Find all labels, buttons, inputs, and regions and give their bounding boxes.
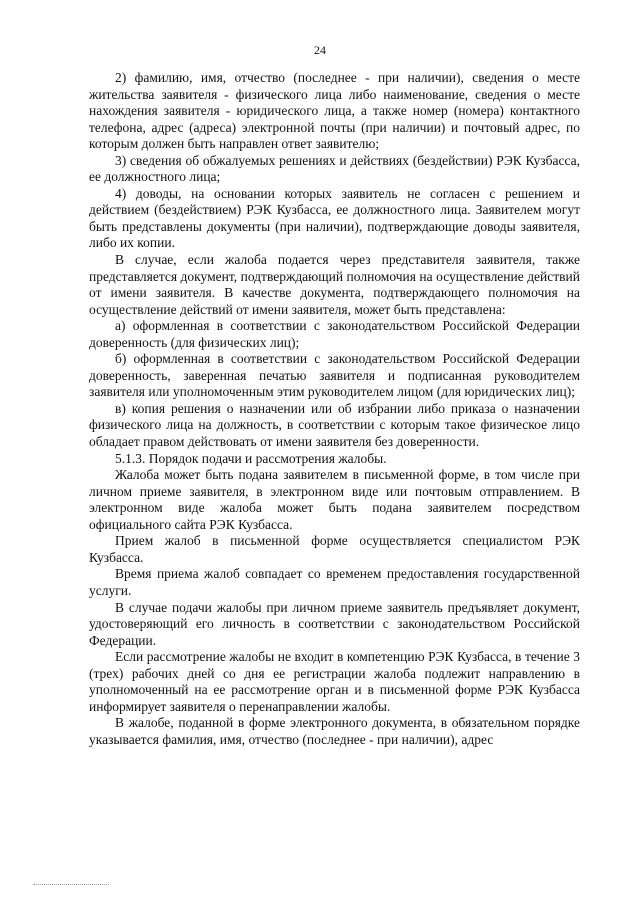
page-number: 24: [314, 43, 326, 57]
paragraph-representative: В случае, если жалоба подается через представителя заявителя, также представляется документ, подтверждающий полномочия на осуществление действий от имени заявителя. В качестве документа, подтверждающего полномочия на осуществление действий от имени заявителя, может быть представлена:: [89, 252, 580, 317]
paragraph-item-v: в) копия решения о назначении или об избрании либо приказа о назначении физического лица на должность, в соответствии с которым такое физическое лицо обладает правом действовать от имени заявителя без доверенности.: [89, 400, 580, 450]
paragraph-appealed-decisions: 3) сведения об обжалуемых решениях и действиях (бездействии) РЭК Кузбасса, ее должностного лица;: [89, 152, 580, 185]
paragraph-reception-time: Время приема жалоб совпадает со временем предоставления государственной услуги.: [89, 566, 580, 598]
section-heading-5-1-3: 5.1.3. Порядок подачи и рассмотрения жалобы.: [115, 450, 387, 466]
paragraph-contact-details: 2) фамилию, имя, отчество (последнее - при наличии), сведения о месте жительства заявителя - физического лица либо наименование, сведения о месте нахождения заявителя - юридического лица, а также номер (номера) контактного телефона, адрес (адреса) электронной почты (при наличии) и почтовый адрес, по которым должен быть направлен ответ заявителю;: [89, 70, 580, 152]
document-body: [89, 70, 580, 748]
paragraph-arguments: 4) доводы, на основании которых заявитель не согласен с решением и действием (бездействием) РЭК Кузбасса, ее должностного лица. Заявителем могут быть представлены документы (при наличии), подтверждающие доводы заявителя, либо их копии.: [89, 185, 580, 251]
paragraph-submission-forms: Жалоба может быть подана заявителем в письменной форме, в том числе при личном приеме заявителя, в электронном виде или почтовым отправлением. В электронном виде жалоба может быть подана заявителем посредством официального сайта РЭК Кузбасса.: [89, 467, 580, 532]
paragraph-identity-document: В случае подачи жалобы при личном приеме заявитель предъявляет документ, удостоверяющий его личность в соответствии с законодательством Российской Федерации.: [89, 599, 580, 648]
paragraph-redirection: Если рассмотрение жалобы не входит в компетенцию РЭК Кузбасса, в течение 3 (трех) рабочих дней со дня ее регистрации жалоба подлежит направлению в уполномоченный на ее рассмотрение орган и в письменной форме РЭК Кузбасса информирует заявителя о перенаправлении жалобы.: [89, 649, 580, 714]
footer-divider: [33, 884, 109, 885]
paragraph-written-reception: Прием жалоб в письменной форме осуществляется специалистом РЭК Кузбасса.: [89, 533, 580, 565]
paragraph-electronic-complaint: В жалобе, поданной в форме электронного документа, в обязательном порядке указывается фамилия, имя, отчество (последнее - при наличии), адрес: [89, 715, 580, 747]
paragraph-item-b: б) оформленная в соответствии с законодательством Российской Федерации доверенность, заверенная печатью заявителя и подписанная руководителем заявителя или уполномоченным этим руководителем лицом (для юридических лиц);: [89, 351, 580, 400]
paragraph-item-a: а) оформленная в соответствии с законодательством Российской Федерации доверенность (для физических лиц);: [89, 318, 580, 350]
